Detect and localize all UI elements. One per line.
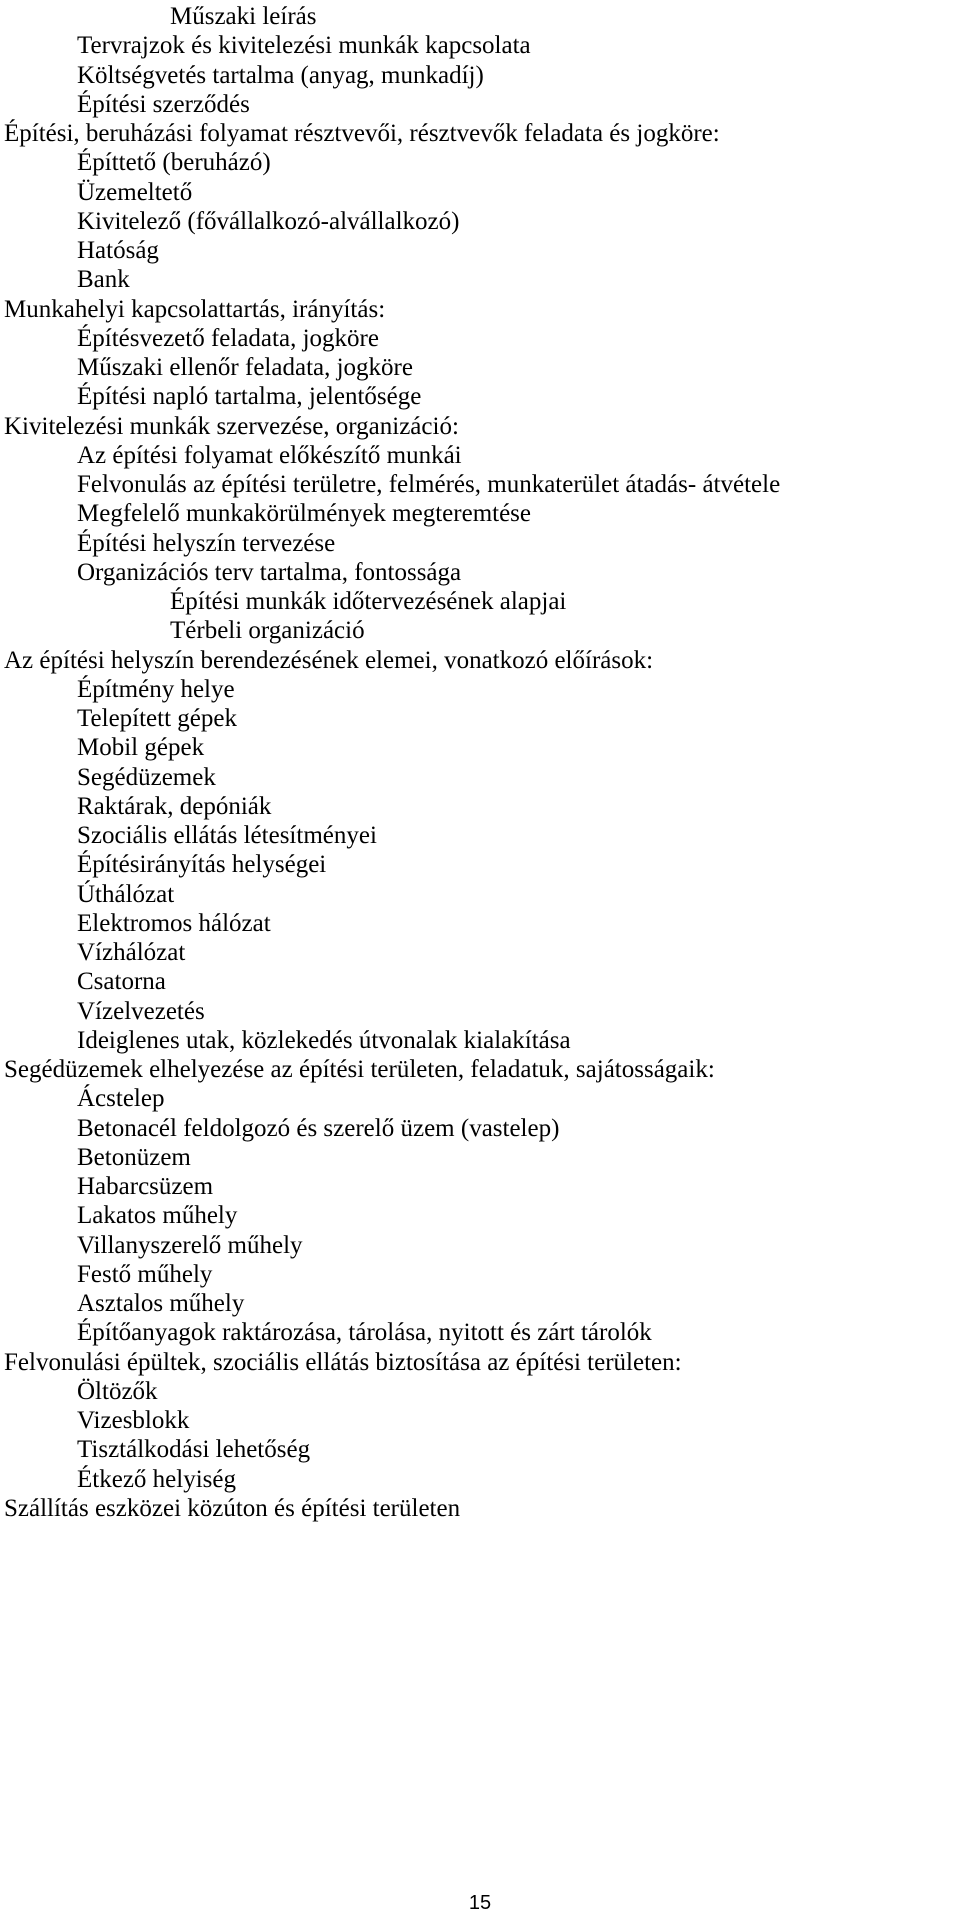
outline-item: Költségvetés tartalma (anyag, munkadíj) [77,61,484,89]
section-heading: Munkahelyi kapcsolattartás, irányítás: [4,295,386,323]
section-heading: Szállítás eszközei közúton és építési területen [4,1494,461,1522]
outline-item: Lakatos műhely [77,1202,238,1230]
outline-item: Hatóság [77,237,159,264]
outline-item: Bank [77,266,130,294]
outline-item: Betonacél feldolgozó és szerelő üzem (vastelep) [77,1114,560,1142]
outline-item: Segédüzemek [77,763,216,791]
outline-item: Csatorna [77,968,166,996]
outline-item: Építésirányítás helységei [77,851,327,879]
outline-item: Vízhálózat [77,939,186,966]
outline-item: Építésvezető feladata, jogköre [77,324,379,352]
outline-item: Építtető (beruházó) [77,149,271,177]
outline-item: Az építési folyamat előkészítő munkái [77,441,462,469]
outline-item: Vízelvezetés [77,997,205,1025]
section-heading: Építési, beruházási folyamat résztvevői, résztvevők feladata és jogköre: [4,120,720,147]
outline-item: Tervrajzok és kivitelezési munkák kapcsolata [77,32,531,60]
outline-item: Raktárak, depóniák [77,792,272,820]
outline-item: Építési helyszín tervezése [77,529,336,557]
section-heading: Kivitelezési munkák szervezése, organizáció: [4,412,459,440]
outline-item: Építési szerződés [77,90,250,118]
section-heading: Segédüzemek elhelyezése az építési területen, feladatuk, sajátosságaik: [4,1056,715,1083]
outline-item: Térbeli organizáció [170,617,365,645]
outline-item: Tisztálkodási lehetőség [77,1436,311,1464]
outline-item: Ácstelep [77,1085,165,1113]
page-number: 15 [468,1892,492,1914]
outline-item: Építmény helye [77,675,235,703]
outline-item: Étkező helyiség [77,1465,236,1493]
outline-item: Festő műhely [77,1260,213,1288]
outline-item: Betonüzem [77,1143,191,1171]
outline-item: Kivitelező (fővállalkozó-alvállalkozó) [77,207,460,235]
outline-item: Ideiglenes utak, közlekedés útvonalak kialakítása [77,1026,571,1054]
outline-item: Organizációs terv tartalma, fontossága [77,558,462,586]
outline-item: Elektromos hálózat [77,909,271,937]
outline-item: Telepített gépek [77,705,237,732]
outline-item: Habarcsüzem [77,1173,214,1200]
outline-item: Műszaki leírás [170,3,317,30]
outline-item: Műszaki ellenőr feladata, jogköre [77,354,413,381]
section-heading: Felvonulási épültek, szociális ellátás biztosítása az építési területen: [4,1348,682,1376]
outline-item: Úthálózat [77,880,175,908]
outline-item: Megfelelő munkakörülmények megteremtése [77,500,532,528]
outline-item: Vizesblokk [77,1407,190,1434]
outline-item: Építési munkák időtervezésének alapjai [170,588,567,615]
outline-item: Mobil gépek [77,734,205,762]
outline-item: Felvonulás az építési területre, felmérés, munkaterület átadás- átvétele [77,471,781,498]
outline-item: Öltözők [77,1377,158,1405]
outline-item: Asztalos műhely [77,1290,245,1317]
outline-item: Építési napló tartalma, jelentősége [77,383,422,411]
section-heading: Az építési helyszín berendezésének elemei, vonatkozó előírások: [4,646,654,674]
outline-item: Építőanyagok raktározása, tárolása, nyitott és zárt tárolók [77,1319,652,1347]
outline-item: Szociális ellátás létesítményei [77,822,377,849]
outline-item: Villanyszerelő műhely [77,1231,303,1259]
outline-item: Üzemeltető [77,178,193,206]
